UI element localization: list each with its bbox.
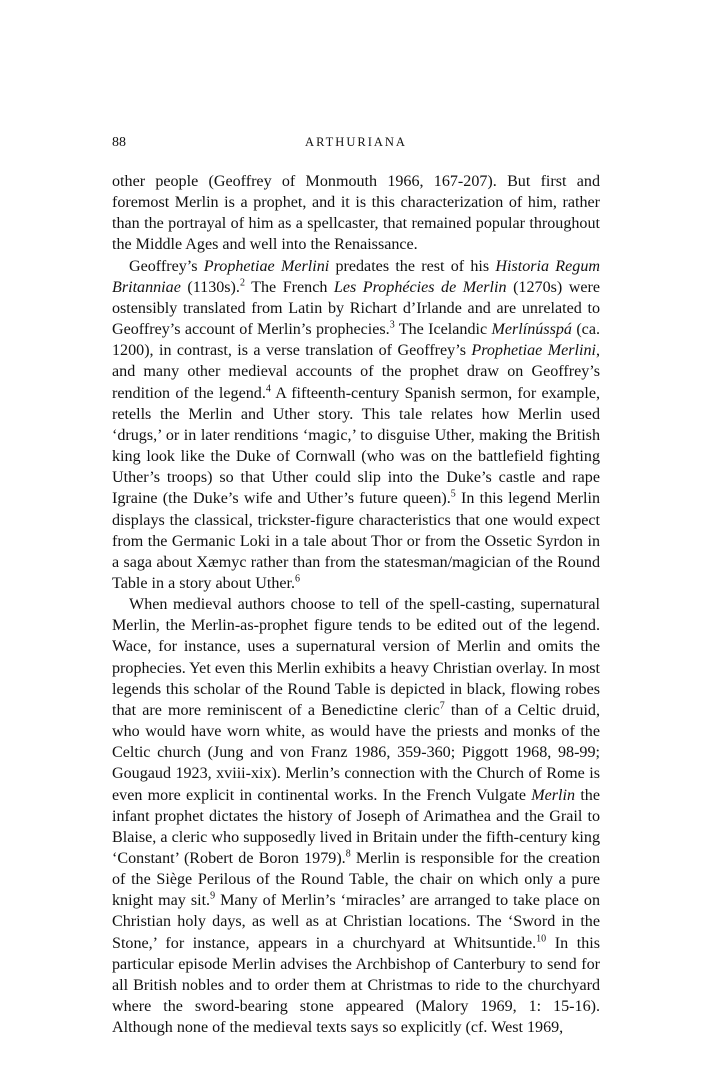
italic-title: Merlin <box>531 786 576 804</box>
text-run: In this particular episode Merlin advises the Archbishop of Canterbury to send for all British nobles and to order them at Christmas to ride to the churchyard where the sword-bearing stone appeared (Malory 1969, 1: 15-16). Although none of the medieval texts says so explicitly (cf. West 1969, <box>112 934 600 1037</box>
italic-title: Les Prophécies de Merlin <box>333 278 507 296</box>
running-head: ARTHURIANA <box>305 135 407 149</box>
footnote-ref: 7 <box>439 700 445 712</box>
text-run: A fifteenth-century Spanish sermon, for example, retells the Merlin and Uther story. This tale relates how Merlin used ‘drugs,’ or in later renditions ‘magic,’ to disguise Uther, making the British king look like the Duke of Cornwall (who was on the battlefield fighting Uther’s troops) so that Uther could slip into the Duke’s castle and rape Igraine (the Duke’s wife and Uther’s future queen). <box>112 384 600 508</box>
footnote-ref: 4 <box>265 383 271 395</box>
text-run: predates the rest of his <box>329 257 496 275</box>
text-run: In this legend Merlin displays the classical, trickster-figure characteristics that one would expect from the Germanic Loki in a tale about Thor or from the Ossetic Syrdon in a saga about Xæmyc rather than from the statesman/magician of the Round Table in a story about Uther. <box>112 490 600 592</box>
footnote-ref: 6 <box>295 573 301 585</box>
text-run: When medieval authors choose to tell of the spell-casting, supernatural Merlin, the Merlin-as-prophet figure tends to be edited out of the legend. Wace, for instance, uses a supernatural version of Merlin and omits the prophecies. Yet even this Merlin exhibits a heavy Christian overlay. In most legends this scholar of the Round Table is depicted in black, flowing robes that are more reminiscent of a Benedictine cleric <box>112 596 600 719</box>
paragraph <box>112 256 600 595</box>
text-run: the infant prophet dictates the history of Joseph of Arimathea and the Grail to Blaise, a cleric who supposedly lived in Britain under the fifth-century king ‘Constant’ (Robert de Boron 1979). <box>112 786 600 867</box>
text-run: (1130s). <box>180 278 240 296</box>
text-run: Geoffrey’s <box>129 257 204 275</box>
footnote-ref: 5 <box>450 488 456 500</box>
footnote-ref: 9 <box>210 890 216 902</box>
paragraph <box>112 594 600 1038</box>
italic-title: Prophetiae Merlini <box>471 342 596 360</box>
text-run: Merlin is responsible for the creation of the Siège Perilous of the Round Table, the chair on which only a pure knight may sit. <box>112 850 601 910</box>
footnote-ref: 10 <box>536 933 547 945</box>
text-run: The French <box>244 278 334 296</box>
text-run: The Icelandic <box>394 321 492 339</box>
footnote-ref: 3 <box>389 319 395 331</box>
footnote-ref: 8 <box>345 848 351 860</box>
body-text <box>112 171 600 1038</box>
italic-title: Merlínússpá <box>491 321 572 339</box>
paragraph <box>112 171 600 256</box>
page-header <box>112 135 600 155</box>
italic-title: Historia Regum Britanniae <box>112 257 600 296</box>
text-run: , and many other medieval accounts of the prophet draw on Geoffrey’s rendition of the legend. <box>112 342 600 402</box>
text-run: (1270s) were ostensibly translated from Latin by Richart d’Irlande and are unrelated to Geoffrey’s account of Merlin’s prophecies. <box>112 278 601 339</box>
text-run: other people (Geoffrey of Monmouth 1966, 167-207). But first and foremost Merlin is a prophet, and it is this characterization of him, rather than the portrayal of him as a spellcaster, that remained popular throughout the Middle Ages and well into the Renaissance. <box>112 173 600 254</box>
text-run: Many of Merlin’s ‘miracles’ are arranged to take place on Christian holy days, as well as at Christian locations. The ‘Sword in the Stone,’ for instance, appears in a churchyard at Whitsuntide. <box>112 892 600 952</box>
footnote-ref: 2 <box>239 277 245 289</box>
text-run: (ca. 1200), in contrast, is a verse translation of Geoffrey’s <box>112 321 600 360</box>
italic-title: Prophetiae Merlini <box>203 257 330 275</box>
page-number: 88 <box>112 135 126 150</box>
text-run: than of a Celtic druid, who would have worn white, as would have the priests and monks of the Celtic church (Jung and von Franz 1986, 359-360; Piggott 1968, 98-99; Gougaud 1923, xviii-xix). Merlin’s connection with the Church of Rome is even more explicit in continental works. In the French Vulgate <box>112 701 600 804</box>
